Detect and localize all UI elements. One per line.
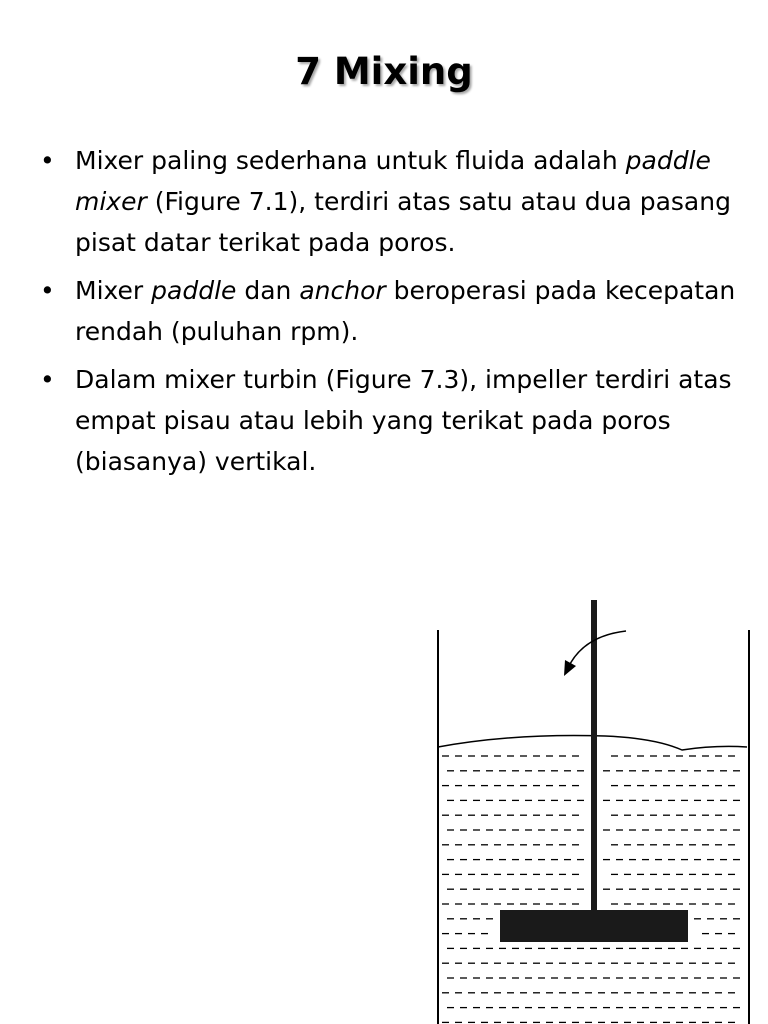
bullet-text-segment: Mixer xyxy=(75,276,152,305)
bullet-item xyxy=(40,270,740,352)
bullet-text-segment: Dalam mixer turbin (Figure 7.3), impeller terdiri atas empat pisau atau lebih yang terikat pada poros (biasanya) vertikal. xyxy=(75,365,732,476)
bullet-item xyxy=(40,359,740,482)
bullet-item xyxy=(40,140,740,263)
bullet-text-segment: Mixer paling sederhana untuk fluida adalah xyxy=(75,146,626,175)
bullet-text-segment-italic: anchor xyxy=(299,276,386,305)
bullet-marker: • xyxy=(40,365,55,394)
bullet-text-segment: (Figure 7.1), terdiri atas satu atau dua pasang pisat datar terikat pada poros. xyxy=(75,187,731,257)
paddle-blade xyxy=(500,910,688,942)
slide-title: 7 Mixing xyxy=(295,50,473,93)
bullet-text-segment: dan xyxy=(236,276,300,305)
bullet-text-segment-italic: paddle mixer xyxy=(75,146,711,216)
mixer-shaft xyxy=(591,600,597,912)
paddle-mixer-figure xyxy=(425,590,768,1024)
rotation-arrow-head xyxy=(564,660,576,676)
bullet-text-segment-italic: paddle xyxy=(151,276,237,305)
bullet-text-segment: beroperasi pada kecepatan rendah (puluhan rpm). xyxy=(75,276,736,346)
bullet-marker: • xyxy=(40,276,55,305)
bullet-list xyxy=(40,140,740,489)
bullet-marker: • xyxy=(40,146,55,175)
